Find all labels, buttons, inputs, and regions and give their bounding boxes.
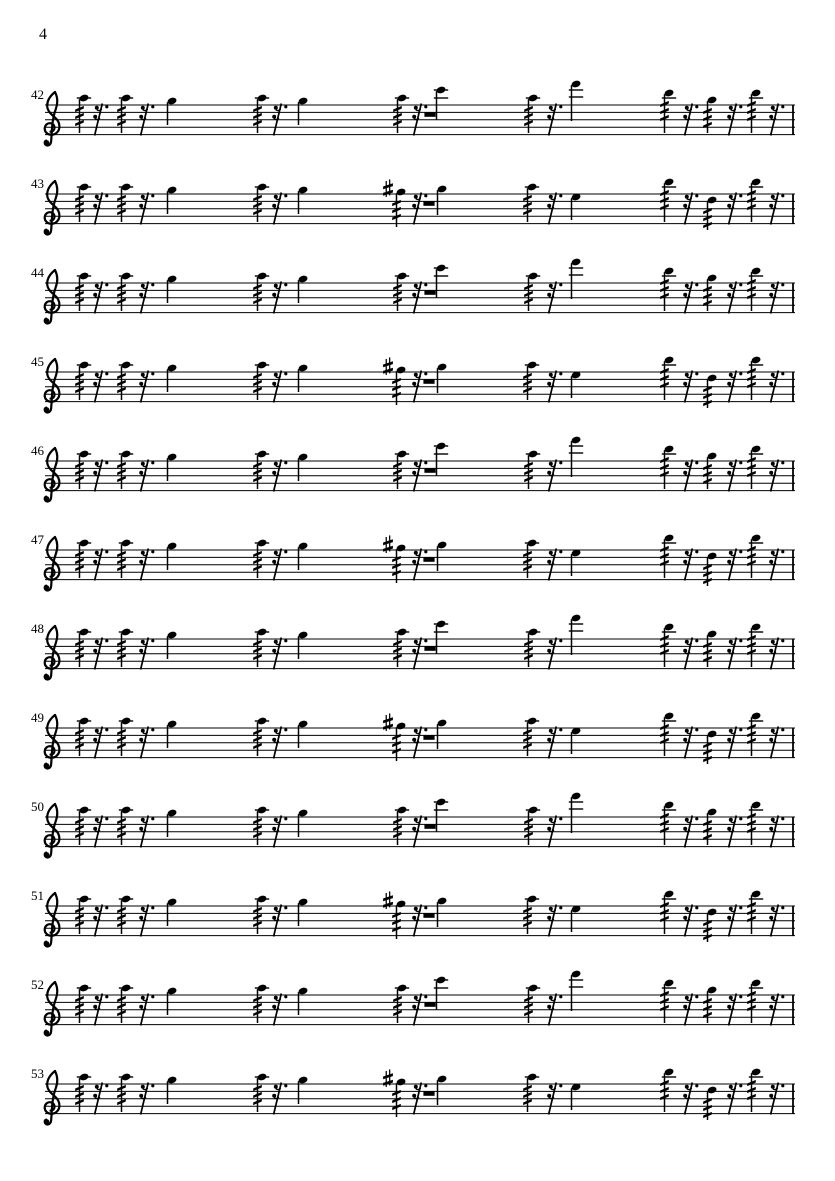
quarter-note <box>167 898 178 926</box>
treble-clef <box>45 537 60 590</box>
quarter-note <box>437 897 448 927</box>
quarter-note <box>298 809 309 837</box>
tremolo-note <box>392 366 406 405</box>
quarter-note <box>298 720 309 748</box>
tremolo-note <box>660 623 676 667</box>
augmentation-dot <box>424 372 427 375</box>
quarter-note <box>569 614 583 655</box>
augmentation-dot <box>559 194 562 197</box>
treble-clef <box>45 982 60 1035</box>
augmentation-dot <box>424 995 427 998</box>
quarter-note <box>167 97 178 125</box>
augmentation-dot <box>105 550 108 553</box>
augmentation-dot <box>105 461 108 464</box>
augmentation-dot <box>284 995 287 998</box>
augmentation-dot <box>559 639 562 642</box>
system-m51 <box>31 888 795 946</box>
quarter-note <box>569 436 583 477</box>
tremolo-note <box>747 178 763 222</box>
system-m42 <box>31 80 795 146</box>
augmentation-dot <box>424 906 427 909</box>
quarter-note <box>167 453 178 481</box>
system-m49 <box>31 710 795 768</box>
quarter-note <box>167 275 178 303</box>
augmentation-dot <box>559 372 562 375</box>
augmentation-dot <box>739 461 742 464</box>
tremolo-note <box>747 89 763 133</box>
tremolo-note <box>660 89 676 133</box>
system-m43 <box>31 176 795 234</box>
tremolo-note <box>703 908 717 942</box>
augmentation-dot <box>559 728 562 731</box>
augmentation-dot <box>151 372 154 375</box>
system-m53 <box>31 1066 795 1124</box>
augmentation-dot <box>105 194 108 197</box>
tremolo-note <box>660 890 676 934</box>
augmentation-dot <box>739 995 742 998</box>
measure-number: 47 <box>31 532 44 547</box>
augmentation-dot <box>739 372 742 375</box>
treble-clef <box>45 448 60 501</box>
whole-rest <box>423 201 434 205</box>
augmentation-dot <box>151 461 154 464</box>
system-m44 <box>31 258 795 324</box>
tremolo-note <box>392 1078 406 1117</box>
augmentation-dot <box>781 639 784 642</box>
augmentation-dot <box>559 283 562 286</box>
treble-clef <box>45 92 60 145</box>
augmentation-dot <box>151 906 154 909</box>
quarter-note <box>298 898 309 926</box>
quarter-note <box>167 987 178 1015</box>
augmentation-dot <box>781 105 784 108</box>
augmentation-dot <box>781 372 784 375</box>
augmentation-dot <box>781 817 784 820</box>
augmentation-dot <box>559 995 562 998</box>
augmentation-dot <box>695 105 698 108</box>
augmentation-dot <box>695 194 698 197</box>
augmentation-dot <box>559 817 562 820</box>
augmentation-dot <box>105 1084 108 1087</box>
measure-number: 53 <box>31 1066 44 1081</box>
whole-rest <box>424 1002 435 1006</box>
tremolo-note <box>660 1068 676 1112</box>
augmentation-dot <box>695 639 698 642</box>
measure-number: 44 <box>31 265 44 280</box>
tremolo-note <box>660 979 676 1023</box>
tremolo-note <box>660 801 676 845</box>
quarter-note <box>167 542 178 570</box>
augmentation-dot <box>105 995 108 998</box>
whole-rest <box>423 735 434 739</box>
treble-clef <box>45 715 60 768</box>
whole-rest <box>423 379 434 383</box>
tremolo-note <box>660 178 676 222</box>
system-m45 <box>31 354 795 412</box>
system-m46 <box>31 436 795 502</box>
measure-number: 42 <box>31 87 44 102</box>
augmentation-dot <box>105 906 108 909</box>
augmentation-dot <box>424 728 427 731</box>
whole-rest <box>424 824 435 828</box>
augmentation-dot <box>284 194 287 197</box>
augmentation-dot <box>424 461 427 464</box>
augmentation-dot <box>105 728 108 731</box>
augmentation-dot <box>284 105 287 108</box>
tremolo-note <box>747 623 763 667</box>
quarter-note <box>298 275 309 303</box>
tremolo-note <box>703 730 717 764</box>
quarter-note <box>437 363 448 393</box>
augmentation-dot <box>695 1084 698 1087</box>
quarter-note <box>434 798 448 832</box>
whole-rest <box>424 290 435 294</box>
augmentation-dot <box>739 906 742 909</box>
tremolo-note <box>703 196 717 230</box>
quarter-note <box>434 976 448 1010</box>
augmentation-dot <box>105 639 108 642</box>
augmentation-dot <box>781 1084 784 1087</box>
augmentation-dot <box>781 283 784 286</box>
augmentation-dot <box>151 639 154 642</box>
tremolo-note <box>747 979 763 1023</box>
augmentation-dot <box>424 1084 427 1087</box>
augmentation-dot <box>781 194 784 197</box>
system-m48 <box>31 614 795 680</box>
quarter-note <box>569 80 583 121</box>
tremolo-note <box>703 552 717 586</box>
augmentation-dot <box>559 550 562 553</box>
augmentation-dot <box>739 105 742 108</box>
measure-number: 45 <box>31 354 44 369</box>
measure-number: 50 <box>31 799 44 814</box>
page-number: 4 <box>39 26 47 43</box>
quarter-note <box>434 264 448 298</box>
augmentation-dot <box>151 995 154 998</box>
treble-clef <box>45 359 60 412</box>
quarter-note <box>298 186 309 214</box>
augmentation-dot <box>284 817 287 820</box>
tremolo-note <box>747 712 763 756</box>
tremolo-note <box>747 801 763 845</box>
whole-rest <box>423 557 434 561</box>
augmentation-dot <box>284 639 287 642</box>
quarter-note <box>437 185 448 215</box>
tremolo-note <box>747 534 763 578</box>
augmentation-dot <box>424 105 427 108</box>
measure-number: 46 <box>31 443 44 458</box>
tremolo-note <box>660 267 676 311</box>
augmentation-dot <box>559 461 562 464</box>
quarter-note <box>298 1076 309 1104</box>
quarter-note <box>569 792 583 833</box>
augmentation-dot <box>151 105 154 108</box>
tremolo-note <box>660 356 676 400</box>
quarter-note <box>167 186 178 214</box>
quarter-note <box>434 620 448 654</box>
tremolo-note <box>660 712 676 756</box>
augmentation-dot <box>284 1084 287 1087</box>
augmentation-dot <box>781 728 784 731</box>
augmentation-dot <box>739 728 742 731</box>
quarter-note <box>569 970 583 1011</box>
augmentation-dot <box>424 194 427 197</box>
quarter-note <box>167 364 178 392</box>
tremolo-note <box>660 534 676 578</box>
measure-number: 51 <box>31 888 44 903</box>
augmentation-dot <box>151 550 154 553</box>
augmentation-dot <box>424 639 427 642</box>
augmentation-dot <box>151 194 154 197</box>
treble-clef <box>45 893 60 946</box>
treble-clef <box>45 626 60 679</box>
augmentation-dot <box>781 461 784 464</box>
augmentation-dot <box>559 105 562 108</box>
augmentation-dot <box>424 817 427 820</box>
quarter-note <box>167 1076 178 1104</box>
whole-rest <box>423 913 434 917</box>
system-m50 <box>31 792 795 858</box>
quarter-note <box>434 442 448 476</box>
tremolo-note <box>747 445 763 489</box>
augmentation-dot <box>739 639 742 642</box>
augmentation-dot <box>695 817 698 820</box>
tremolo-note <box>747 1068 763 1112</box>
augmentation-dot <box>559 1084 562 1087</box>
augmentation-dot <box>284 906 287 909</box>
tremolo-note <box>703 374 717 408</box>
augmentation-dot <box>781 550 784 553</box>
augmentation-dot <box>105 105 108 108</box>
tremolo-note <box>747 890 763 934</box>
quarter-note <box>437 719 448 749</box>
augmentation-dot <box>695 283 698 286</box>
whole-rest <box>424 112 435 116</box>
quarter-note <box>167 631 178 659</box>
tremolo-note <box>392 188 406 227</box>
quarter-note <box>167 720 178 748</box>
augmentation-dot <box>695 906 698 909</box>
augmentation-dot <box>284 283 287 286</box>
quarter-note <box>298 453 309 481</box>
augmentation-dot <box>105 817 108 820</box>
quarter-note <box>298 987 309 1015</box>
augmentation-dot <box>284 461 287 464</box>
quarter-note <box>569 258 583 299</box>
quarter-note <box>298 97 309 125</box>
augmentation-dot <box>105 372 108 375</box>
whole-rest <box>424 646 435 650</box>
measure-number: 49 <box>31 710 44 725</box>
treble-clef <box>45 270 60 323</box>
tremolo-note <box>660 445 676 489</box>
augmentation-dot <box>739 817 742 820</box>
quarter-note <box>298 542 309 570</box>
augmentation-dot <box>739 1084 742 1087</box>
whole-rest <box>423 1091 434 1095</box>
tremolo-note <box>392 722 406 761</box>
quarter-note <box>434 86 448 120</box>
augmentation-dot <box>151 728 154 731</box>
augmentation-dot <box>424 283 427 286</box>
augmentation-dot <box>105 283 108 286</box>
augmentation-dot <box>695 461 698 464</box>
augmentation-dot <box>284 550 287 553</box>
whole-rest <box>424 468 435 472</box>
augmentation-dot <box>739 194 742 197</box>
quarter-note <box>298 631 309 659</box>
quarter-note <box>167 809 178 837</box>
treble-clef <box>45 804 60 857</box>
measure-number: 52 <box>31 977 44 992</box>
augmentation-dot <box>781 906 784 909</box>
system-m47 <box>31 532 795 590</box>
system-m52 <box>31 970 795 1036</box>
quarter-note <box>298 364 309 392</box>
augmentation-dot <box>695 372 698 375</box>
augmentation-dot <box>695 728 698 731</box>
augmentation-dot <box>559 906 562 909</box>
tremolo-note <box>747 356 763 400</box>
augmentation-dot <box>151 283 154 286</box>
quarter-note <box>437 1075 448 1105</box>
augmentation-dot <box>695 995 698 998</box>
augmentation-dot <box>284 372 287 375</box>
measure-number: 43 <box>31 176 44 191</box>
tremolo-note <box>392 544 406 583</box>
quarter-note <box>437 541 448 571</box>
tremolo-note <box>703 1086 717 1120</box>
treble-clef <box>45 1071 60 1124</box>
augmentation-dot <box>151 1084 154 1087</box>
treble-clef <box>45 181 60 234</box>
augmentation-dot <box>695 550 698 553</box>
augmentation-dot <box>284 728 287 731</box>
tremolo-note <box>392 900 406 939</box>
tremolo-note <box>747 267 763 311</box>
measure-number: 48 <box>31 621 44 636</box>
augmentation-dot <box>151 817 154 820</box>
augmentation-dot <box>739 550 742 553</box>
augmentation-dot <box>424 550 427 553</box>
augmentation-dot <box>739 283 742 286</box>
augmentation-dot <box>781 995 784 998</box>
